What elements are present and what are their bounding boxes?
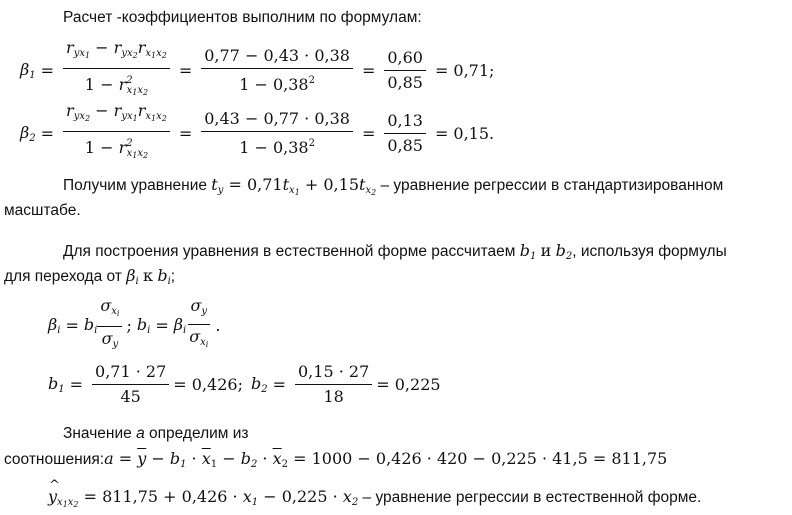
intro-text: Расчет -коэффициентов выполним по формулам: — [63, 9, 422, 26]
std-equation-line: Получим уравнение $t_y = 0,71t_{x_1} + 0,15t_{x_2}$ – уравнение регрессии в стандартизированном — [63, 175, 724, 197]
a-calc-line1: Значение a определим из — [63, 425, 249, 442]
b-values-formula: $b_1$ = $\frac{0,71 \cdot 27}{45}$ = 0,426; $b_2$ = $\frac{0,15 \cdot 27}{18}$ = 0,225 — [48, 361, 441, 406]
beta1-formula: $\beta_1$ = $\frac{r_{yx_1} - r_{yx_2}r_{x_1x_2}}{1 - r^2_{x_1x_2}}$ = $\frac{0,77 - 0,43 \cdot 0,38}{1 - 0,38^2}$ = $\frac{0,60}{0,85}$ = 0,71; — [20, 37, 495, 97]
final-equation: ^ $y_{x_1x_2} = 811,75 + 0,426 \cdot x_1 - 0,225 \cdot x_2$ – уравнение регрессии в естественной форме. — [48, 487, 701, 515]
natural-form-line1: Для построения уравнения в естественной форме рассчитаем $b_1$ и $b_2$, используя формулы — [63, 241, 727, 262]
std-equation-cont: масштабе. — [4, 202, 81, 219]
beta-b-relation: $\beta_i$ = $b_i$ $\frac{\sigma_{x_i}}{\sigma_y}$ ; $b_i$ = $\beta_i$ $\frac{\sigma_y}{\sigma_{x_i}}$ . — [48, 295, 221, 350]
a-calc-line2: соотношения:a = $\overline{y} - b_1 \cdot \overline{x}_1 - b_2 \cdot \overline{x}_2 = 1000 - 0,426 \cdot 420 - 0,225 \cdot 41,5 = 811,75$ — [4, 449, 668, 470]
beta2-formula: $\beta_2$ = $\frac{r_{yx_2} - r_{yx_1}r_{x_1x_2}}{1 - r^2_{x_1x_2}}$ = $\frac{0,43 - 0,77 \cdot 0,38}{1 - 0,38^2}$ = $\frac{0,13}{0,85}$ = 0,15. — [20, 100, 495, 160]
natural-form-line2: для перехода от $\beta_i$ к $b_i$; — [4, 266, 176, 287]
